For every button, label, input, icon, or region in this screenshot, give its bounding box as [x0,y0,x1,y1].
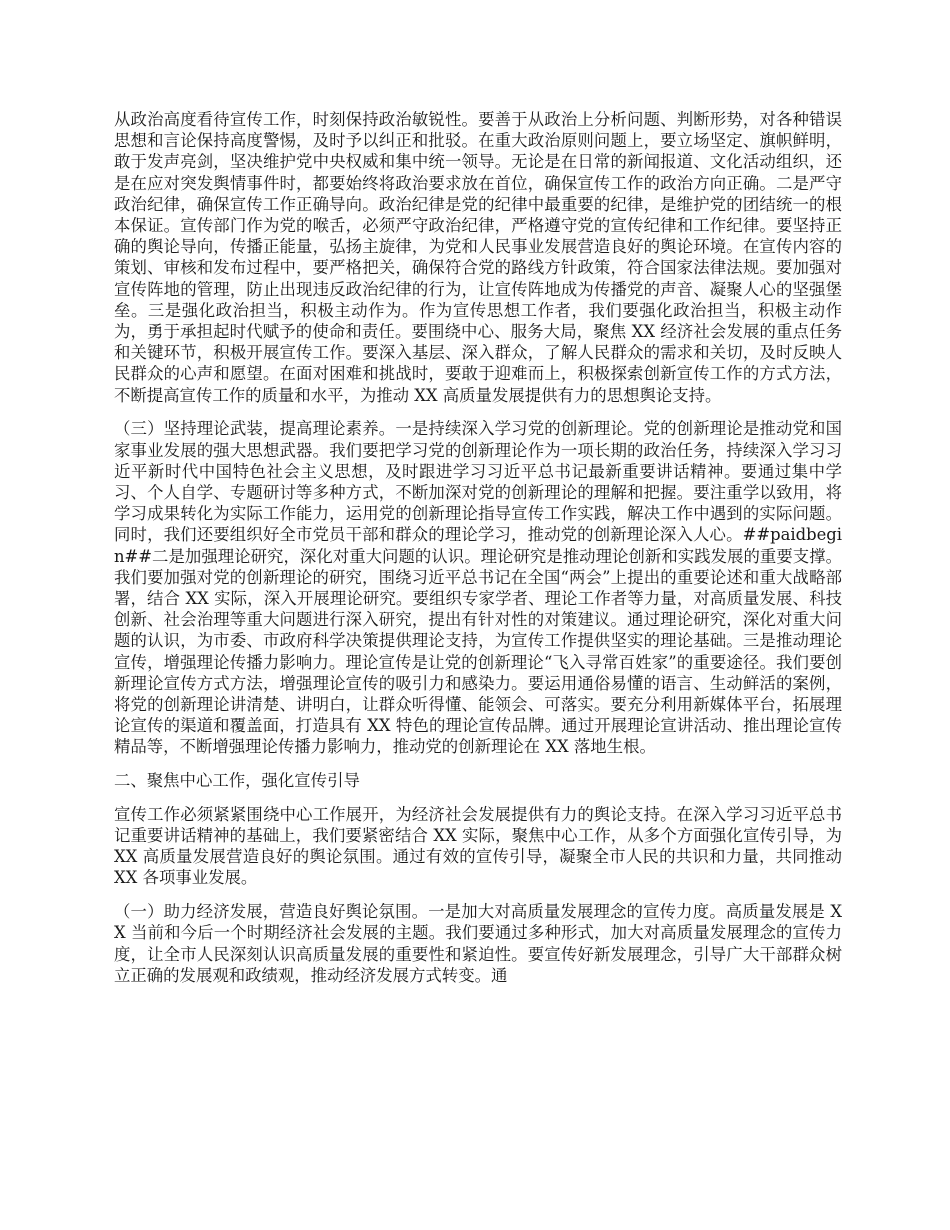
body-paragraph: 从政治高度看待宣传工作，时刻保持政治敏锐性。要善于从政治上分析问题、判断形势，对各种错误思想和言论保持高度警惕，及时予以纠正和批驳。在重大政治原则问题上，要立场坚定、旗帜鲜明，敢于发声亮剑，坚决维护党中央权威和集中统一领导。无论是在日常的新闻报道、文化活动组织，还是在应对突发舆情事件时，都要始终将政治要求放在首位，确保宣传工作的政治方向正确。二是严守政治纪律，确保宣传工作正确导向。政治纪律是党的纪律中最重要的纪律，是维护党的团结统一的根本保证。宣传部门作为党的喉舌，必须严守政治纪律，严格遵守党的宣传纪律和工作纪律。要坚持正确的舆论导向，传播正能量，弘扬主旋律，为党和人民事业发展营造良好的舆论环境。在宣传内容的策划、审核和发布过程中，要严格把关，确保符合党的路线方针政策，符合国家法律法规。要加强对宣传阵地的管理，防止出现违反政治纪律的行为，让宣传阵地成为传播党的声音、凝聚人心的坚强堡垒。三是强化政治担当，积极主动作为。作为宣传思想工作者，我们要强化政治担当，积极主动作为，勇于承担起时代赋予的使命和责任。要围绕中心、服务大局，聚焦 XX 经济社会发展的重点任务和关键环节，积极开展宣传工作。要深入基层、深入群众，了解人民群众的需求和关切，及时反映人民群众的心声和愿望。在面对困难和挑战时，要敢于迎难而上，积极探索创新宣传工作的方式方法，不断提高宣传工作的质量和水平，为推动 XX 高质量发展提供有力的思想舆论支持。 [114,110,842,405]
body-paragraph: 宣传工作必须紧紧围绕中心工作展开，为经济社会发展提供有力的舆论支持。在深入学习习近平总书记重要讲话精神的基础上，我们要紧密结合 XX 实际，聚焦中心工作，从多个方面强化宣传引导，为 XX 高质量发展营造良好的舆论氛围。通过有效的宣传引导，凝聚全市人民的共识和力量，共同推动 XX 各项事业发展。 [114,804,842,888]
document-body [114,109,842,998]
body-paragraph: （一）助力经济发展，营造良好舆论氛围。一是加大对高质量发展理念的宣传力度。高质量发展是 XX 当前和今后一个时期经济社会发展的主题。我们要通过多种形式，加大对高质量发展理念的宣传力度，让全市人民深刻认识高质量发展的重要性和紧迫性。要宣传好新发展理念，引导广大干部群众树立正确的发展观和政绩观，推动经济发展方式转变。通 [114,902,842,985]
body-paragraph: （三）坚持理论武装，提高理论素养。一是持续深入学习党的创新理论。党的创新理论是推动党和国家事业发展的强大思想武器。我们要把学习党的创新理论作为一项长期的政治任务，持续深入学习习近平新时代中国特色社会主义思想，及时跟进学习习近平总书记最新重要讲话精神。要通过集中学习、个人自学、专题研讨等多种方式，不断加深对党的创新理论的理解和把握。要注重学以致用，将学习成果转化为实际工作能力，运用党的创新理论指导宣传工作实践，解决工作中遇到的实际问题。同时，我们还要组织好全市党员干部和群众的理论学习，推动党的创新理论深入人心。##paidbegin##二是加强理论研究，深化对重大问题的认识。理论研究是推动理论创新和实践发展的重要支撑。我们要加强对党的创新理论的研究，围绕习近平总书记在全国“两会”上提出的重要论述和重大战略部署，结合 XX 实际，深入开展理论研究。要组织专家学者、理论工作者等力量，对高质量发展、科技创新、社会治理等重大问题进行深入研究，提出有针对性的对策建议。通过理论研究，深化对重大问题的认识，为市委、市政府科学决策提供理论支持，为宣传工作提供坚实的理论基础。三是推动理论宣传，增强理论传播力影响力。理论宣传是让党的创新理论“飞入寻常百姓家”的重要途径。我们要创新理论宣传方式方法，增强理论宣传的吸引力和感染力。要运用通俗易懂的语言、生动鲜活的案例，将党的创新理论讲清楚、讲明白，让群众听得懂、能领会、可落实。要充分利用新媒体平台，拓展理论宣传的渠道和覆盖面，打造具有 XX 特色的理论宣传品牌。通过开展理论宣讲活动、推出理论宣传精品等，不断增强理论传播力影响力，推动党的创新理论在 XX 落地生根。 [114,419,842,757]
section-heading: 二、聚焦中心工作，强化宣传引导 [114,771,360,791]
